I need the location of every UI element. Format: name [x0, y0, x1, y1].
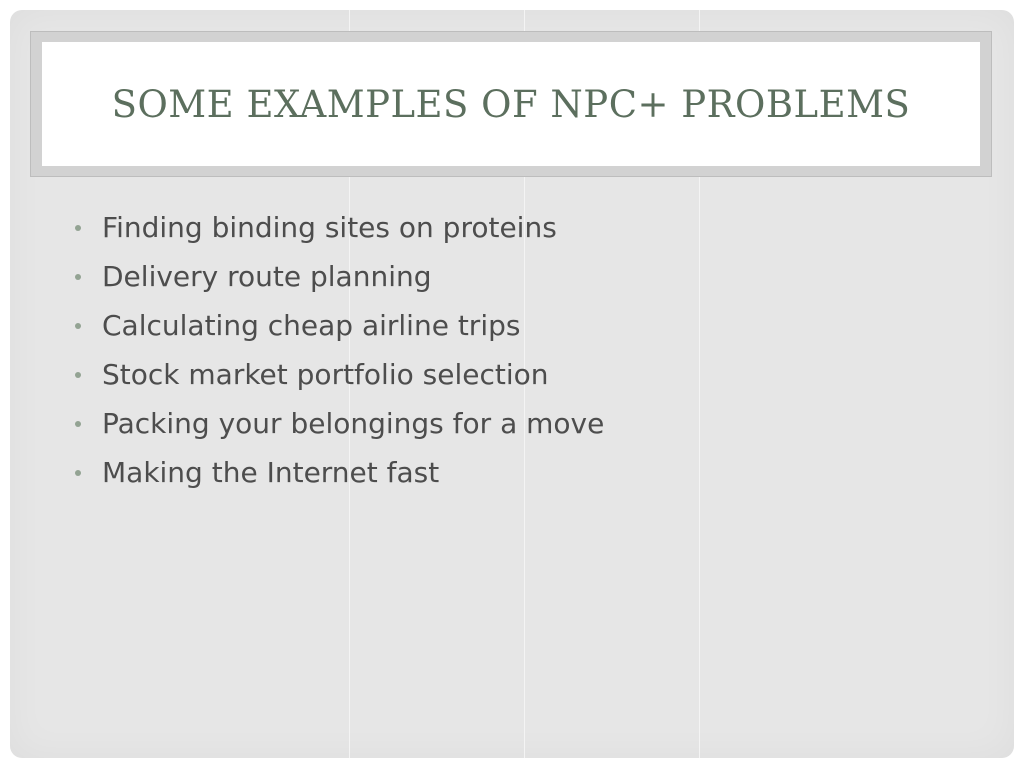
bullet-item: [72, 203, 604, 252]
bullet-item: [72, 399, 604, 448]
bullet-text: Packing your belongings for a move: [102, 407, 605, 440]
bullet-item: [72, 350, 604, 399]
bullet-text: Making the Internet fast: [102, 456, 440, 489]
bullet-dot-icon: [75, 470, 81, 476]
bullet-text: Stock market portfolio selection: [102, 358, 549, 391]
slide-title: SOME EXAMPLES OF NPC+ PROBLEMS: [111, 82, 911, 126]
bullet-dot-icon: [75, 421, 81, 427]
slide: [10, 10, 1014, 758]
bullet-dot-icon: [75, 274, 81, 280]
bullet-item: [72, 301, 604, 350]
bullet-dot-icon: [75, 372, 81, 378]
bullet-list: [72, 203, 604, 497]
bullet-text: Delivery route planning: [102, 260, 432, 293]
bullet-item: [72, 448, 604, 497]
title-frame: [30, 31, 992, 177]
title-box: [42, 42, 980, 166]
bullet-item: [72, 252, 604, 301]
bullet-dot-icon: [75, 323, 81, 329]
bullet-text: Calculating cheap airline trips: [102, 309, 521, 342]
bullet-text: Finding binding sites on proteins: [102, 211, 557, 244]
bullet-dot-icon: [75, 225, 81, 231]
